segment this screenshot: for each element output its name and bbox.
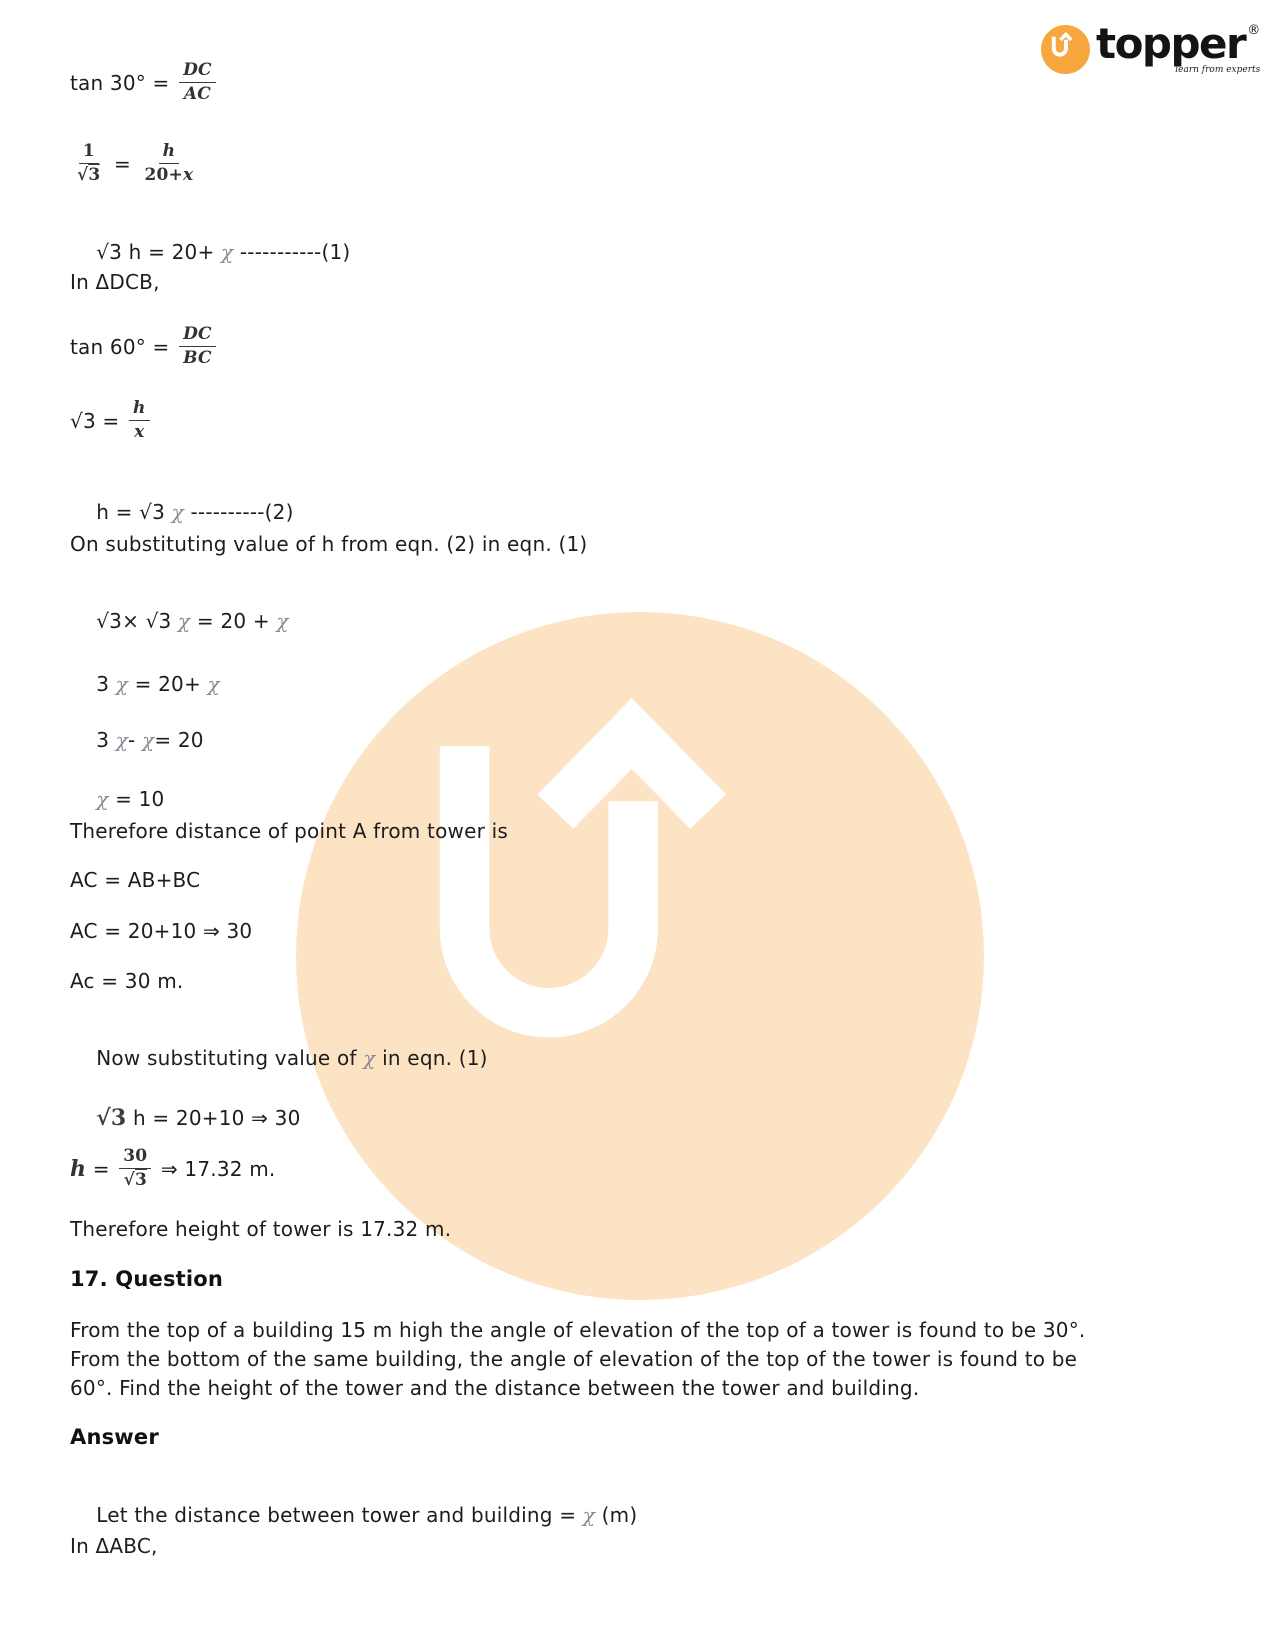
variable-x: χ [276, 609, 289, 633]
equation-text: √3 = [70, 408, 126, 433]
equation-tan60 [70, 324, 219, 370]
equation-text: tan 60° = [70, 334, 177, 359]
fraction: $\frac{1}{√3}$ [77, 141, 101, 186]
fraction: $\frac{h}{20+x}$ [144, 141, 194, 186]
variable-x: χ [171, 500, 184, 524]
question-line: 60°. Find the height of the tower and the distance between the tower and building. [70, 1376, 920, 1400]
line-now-sub: Now substituting value of χ in eqn. (1) [96, 1046, 488, 1070]
variable-x: χ [220, 240, 234, 264]
radical-sign: √ [123, 1170, 135, 1191]
equation-tan30 [70, 60, 219, 106]
line-height-result: Therefore height of tower is 17.32 m. [70, 1217, 452, 1241]
equation-ratio [70, 141, 200, 187]
variable-x: χ [363, 1046, 376, 1070]
variable-x: χ [115, 728, 129, 752]
fraction: $\frac{h}{x}$ [129, 398, 150, 444]
line-ac-calc: AC = 20+10 ⇒ 30 [70, 919, 253, 943]
line-ac-sum: AC = AB+BC [70, 868, 201, 892]
fraction: $\frac{DC}{BC}$ [179, 324, 216, 370]
variable-x: χ [178, 609, 191, 633]
variable-x: χ [582, 1503, 596, 1527]
brand-name: topper [1096, 19, 1246, 68]
variable-x: χ [142, 728, 155, 752]
equation-height: h = $\frac{30}{√3}$ ⇒ 17.32 m. [70, 1146, 276, 1191]
equation-x-value: χ = 10 [96, 787, 165, 811]
radical-sign: √ [77, 165, 89, 186]
equation-3x: 3 χ = 20+ χ [96, 672, 220, 696]
logo-u-arrow-icon [1041, 25, 1090, 74]
question-line: From the top of a building 15 m high the angle of elevation of the top of a tower is found to be 30°. [70, 1318, 1086, 1342]
equation-mult: √3× √3 χ = 20 + χ [96, 609, 289, 633]
variable-x: χ [96, 787, 109, 811]
equation-1: √3 h = 20+ χ -----------(1) [96, 240, 351, 264]
radical-sign: √3 [96, 1105, 127, 1131]
equation-sqrt3h: √3 h = 20+10 ⇒ 30 [96, 1105, 301, 1131]
fraction: $\frac{DC}{AC}$ [179, 60, 216, 106]
question-heading: 17. Question [70, 1267, 224, 1291]
question-paragraph [70, 1316, 1085, 1403]
line-distance: Therefore distance of point A from tower is [70, 819, 508, 843]
registered-mark-icon: ® [1247, 23, 1261, 38]
brand-tagline: learn from experts [1175, 64, 1261, 75]
equation-2: h = √3 χ ----------(2) [96, 500, 294, 524]
question-line: From the bottom of the same building, the angle of elevation of the top of the tower is found to be [70, 1347, 1078, 1371]
variable-h: h [70, 1155, 87, 1182]
logo-text [1096, 19, 1261, 75]
variable-x: χ [207, 672, 220, 696]
fraction: $\frac{30}{√3}$ [119, 1146, 151, 1192]
watermark-u-arrow-icon [296, 612, 984, 1300]
equals-sign: = [107, 151, 138, 176]
equals-sign: = [86, 1156, 117, 1181]
equation-3x-minus: 3 χ- χ= 20 [96, 728, 204, 752]
line-ac-result: Ac = 30 m. [70, 969, 184, 993]
line-in-abc: In ΔABC, [70, 1534, 158, 1558]
line-let-distance: Let the distance between tower and building = χ (m) [96, 1503, 638, 1527]
line-substitute: On substituting value of h from eqn. (2) in eqn. (1) [70, 532, 588, 556]
brand-logo [1041, 19, 1261, 75]
equation-sqrt3-hx [70, 398, 153, 444]
line-in-dcb: In ΔDCB, [70, 270, 160, 294]
variable-x: χ [115, 672, 129, 696]
equation-text: tan 30° = [70, 70, 177, 95]
answer-heading: Answer [70, 1425, 159, 1449]
